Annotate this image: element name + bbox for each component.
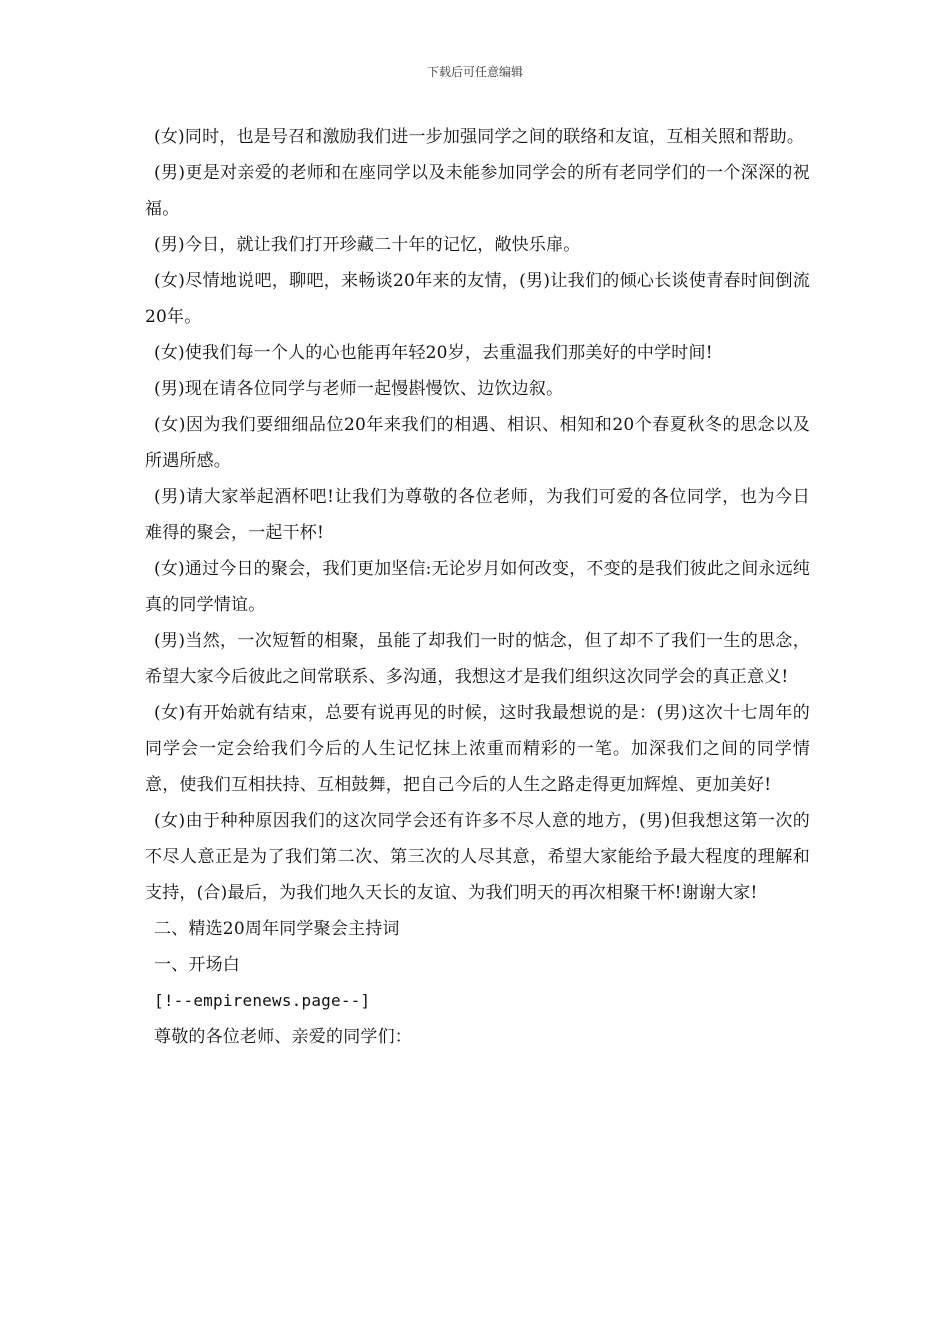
paragraph: (女)使我们每一个人的心也能再年轻20岁，去重温我们那美好的中学时间! bbox=[154, 343, 713, 363]
page-header-note: 下载后可任意编辑 bbox=[426, 65, 523, 79]
paragraph: (女)由于种种原因我们的这次同学会还有许多不尽人意的地方，(男)但我想这第一次的不尽人意正是为了我们第二次、第三次的人尽其意，希望大家能给予最大程度的理解和支持，(合)最后，为我们地久天长的友谊、为我们明天的再次相聚干杯!谢谢大家! bbox=[145, 811, 810, 903]
paragraph: (女)通过今日的聚会，我们更加坚信:无论岁月如何改变，不变的是我们彼此之间永远纯真的同学情谊。 bbox=[145, 559, 810, 615]
paragraph: (女)因为我们要细细品位20年来我们的相遇、相识、相知和20个春夏秋冬的思念以及所遇所感。 bbox=[145, 415, 810, 471]
paragraph: (男)现在请各位同学与老师一起慢斟慢饮、边饮边叙。 bbox=[154, 379, 564, 399]
document-body bbox=[145, 119, 810, 1055]
page-marker: [!--empirenews.page--] bbox=[154, 991, 371, 1010]
section-subheading: 一、开场白 bbox=[154, 955, 240, 975]
paragraph: (男)当然，一次短暂的相聚，虽能了却我们一时的惦念，但了却不了我们一生的思念，希望大家今后彼此之间常联系、多沟通，我想这才是我们组织这次同学会的真正意义! bbox=[145, 631, 810, 687]
paragraph: (男)请大家举起酒杯吧!让我们为尊敬的各位老师，为我们可爱的各位同学，也为今日难得的聚会，一起干杯! bbox=[145, 487, 810, 543]
paragraph: (女)同时，也是号召和激励我们进一步加强同学之间的联络和友谊，互相关照和帮助。 bbox=[154, 127, 805, 147]
paragraph: (男)今日，就让我们打开珍藏二十年的记忆，敞快乐扉。 bbox=[154, 235, 581, 255]
paragraph: (男)更是对亲爱的老师和在座同学以及未能参加同学会的所有老同学们的一个深深的祝福。 bbox=[145, 163, 810, 219]
section-heading: 二、精选20周年同学聚会主持词 bbox=[154, 919, 400, 939]
paragraph: (女)有开始就有结束，总要有说再见的时候，这时我最想说的是：(男)这次十七周年的同学会一定会给我们今后的人生记忆抹上浓重而精彩的一笔。加深我们之间的同学情意，使我们互相扶持、互相鼓舞，把自己今后的人生之路走得更加辉煌、更加美好! bbox=[145, 703, 810, 795]
paragraph: (女)尽情地说吧，聊吧，来畅谈20年来的友情，(男)让我们的倾心长谈使青春时间倒流20年。 bbox=[145, 271, 810, 327]
greeting-line: 尊敬的各位老师、亲爱的同学们： bbox=[154, 1027, 412, 1047]
